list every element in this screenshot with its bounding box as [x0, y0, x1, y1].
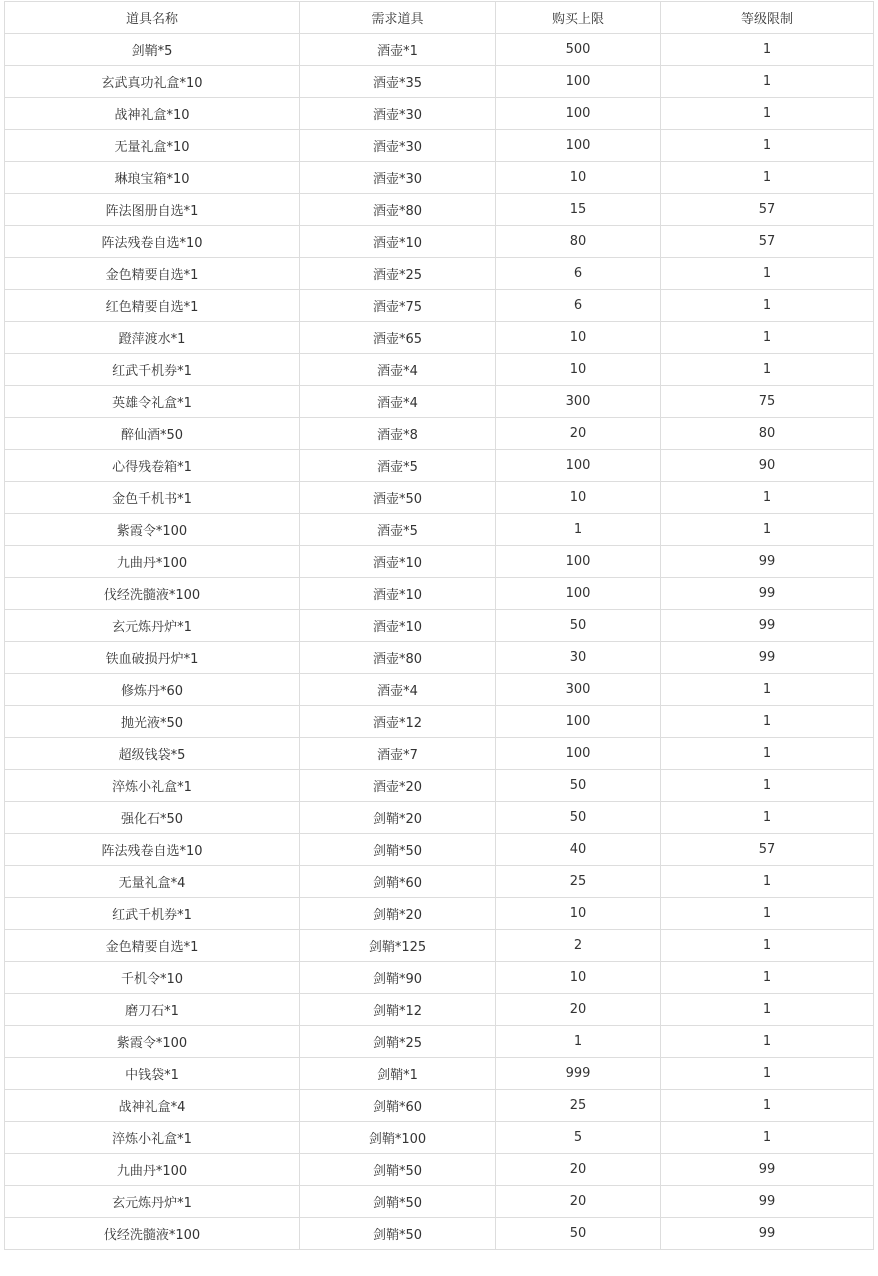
cell-purchase-limit: 40 — [496, 834, 661, 866]
cell-level-limit: 1 — [661, 770, 874, 802]
cell-purchase-limit: 100 — [496, 706, 661, 738]
table-row — [5, 1122, 874, 1154]
cell-item-name: 磨刀石*1 — [5, 994, 300, 1026]
table-row — [5, 290, 874, 322]
cell-item-name: 九曲丹*100 — [5, 1154, 300, 1186]
cell-item-name: 红武千机券*1 — [5, 354, 300, 386]
cell-purchase-limit: 999 — [496, 1058, 661, 1090]
cell-item-name: 抛光液*50 — [5, 706, 300, 738]
cell-item-name: 紫霞令*100 — [5, 1026, 300, 1058]
cell-level-limit: 90 — [661, 450, 874, 482]
table-row — [5, 994, 874, 1026]
cell-level-limit: 1 — [661, 66, 874, 98]
cell-purchase-limit: 20 — [496, 418, 661, 450]
cell-required-item: 剑鞘*100 — [300, 1122, 496, 1154]
cell-item-name: 超级钱袋*5 — [5, 738, 300, 770]
cell-purchase-limit: 20 — [496, 994, 661, 1026]
cell-level-limit: 99 — [661, 1186, 874, 1218]
cell-purchase-limit: 100 — [496, 66, 661, 98]
cell-purchase-limit: 25 — [496, 1090, 661, 1122]
cell-level-limit: 1 — [661, 994, 874, 1026]
cell-item-name: 无量礼盒*10 — [5, 130, 300, 162]
cell-required-item: 酒壶*10 — [300, 226, 496, 258]
cell-item-name: 中钱袋*1 — [5, 1058, 300, 1090]
cell-level-limit: 1 — [661, 1122, 874, 1154]
cell-level-limit: 1 — [661, 322, 874, 354]
cell-purchase-limit: 6 — [496, 258, 661, 290]
cell-item-name: 九曲丹*100 — [5, 546, 300, 578]
cell-item-name: 琳琅宝箱*10 — [5, 162, 300, 194]
cell-level-limit: 1 — [661, 962, 874, 994]
cell-item-name: 阵法残卷自选*10 — [5, 226, 300, 258]
cell-item-name: 战神礼盒*4 — [5, 1090, 300, 1122]
table-row — [5, 578, 874, 610]
cell-item-name: 紫霞令*100 — [5, 514, 300, 546]
cell-purchase-limit: 50 — [496, 802, 661, 834]
cell-purchase-limit: 1 — [496, 514, 661, 546]
table-row — [5, 546, 874, 578]
header-required-item: 需求道具 — [300, 2, 496, 34]
table-row — [5, 738, 874, 770]
cell-required-item: 酒壶*20 — [300, 770, 496, 802]
cell-level-limit: 1 — [661, 898, 874, 930]
header-item-name: 道具名称 — [5, 2, 300, 34]
cell-level-limit: 57 — [661, 834, 874, 866]
cell-item-name: 阵法图册自选*1 — [5, 194, 300, 226]
cell-level-limit: 99 — [661, 642, 874, 674]
cell-level-limit: 1 — [661, 738, 874, 770]
table-row — [5, 834, 874, 866]
cell-level-limit: 99 — [661, 546, 874, 578]
header-purchase-limit: 购买上限 — [496, 2, 661, 34]
table-row — [5, 674, 874, 706]
table-row — [5, 386, 874, 418]
cell-purchase-limit: 100 — [496, 130, 661, 162]
cell-level-limit: 1 — [661, 514, 874, 546]
cell-purchase-limit: 30 — [496, 642, 661, 674]
cell-purchase-limit: 20 — [496, 1154, 661, 1186]
cell-level-limit: 1 — [661, 1058, 874, 1090]
cell-level-limit: 99 — [661, 1154, 874, 1186]
table-row — [5, 1058, 874, 1090]
table-row — [5, 450, 874, 482]
table-row — [5, 162, 874, 194]
cell-purchase-limit: 100 — [496, 450, 661, 482]
cell-level-limit: 1 — [661, 674, 874, 706]
cell-purchase-limit: 1 — [496, 1026, 661, 1058]
cell-purchase-limit: 10 — [496, 162, 661, 194]
header-row — [5, 2, 874, 34]
cell-required-item: 酒壶*4 — [300, 386, 496, 418]
cell-item-name: 玄元炼丹炉*1 — [5, 1186, 300, 1218]
table-row — [5, 898, 874, 930]
cell-required-item: 剑鞘*50 — [300, 1154, 496, 1186]
cell-level-limit: 1 — [661, 162, 874, 194]
cell-item-name: 红色精要自选*1 — [5, 290, 300, 322]
cell-item-name: 红武千机券*1 — [5, 898, 300, 930]
cell-purchase-limit: 80 — [496, 226, 661, 258]
cell-required-item: 酒壶*30 — [300, 162, 496, 194]
cell-purchase-limit: 100 — [496, 738, 661, 770]
cell-purchase-limit: 100 — [496, 98, 661, 130]
cell-purchase-limit: 10 — [496, 962, 661, 994]
cell-required-item: 剑鞘*50 — [300, 1186, 496, 1218]
cell-level-limit: 1 — [661, 130, 874, 162]
cell-level-limit: 1 — [661, 290, 874, 322]
table-header — [5, 2, 874, 34]
cell-required-item: 剑鞘*90 — [300, 962, 496, 994]
table-row — [5, 514, 874, 546]
cell-level-limit: 1 — [661, 258, 874, 290]
cell-purchase-limit: 20 — [496, 1186, 661, 1218]
table-row — [5, 258, 874, 290]
cell-level-limit: 1 — [661, 354, 874, 386]
cell-required-item: 酒壶*10 — [300, 578, 496, 610]
cell-required-item: 酒壶*35 — [300, 66, 496, 98]
cell-level-limit: 1 — [661, 1090, 874, 1122]
table-row — [5, 66, 874, 98]
cell-required-item: 酒壶*1 — [300, 34, 496, 66]
cell-required-item: 剑鞘*25 — [300, 1026, 496, 1058]
cell-required-item: 剑鞘*1 — [300, 1058, 496, 1090]
cell-purchase-limit: 300 — [496, 674, 661, 706]
cell-level-limit: 1 — [661, 866, 874, 898]
cell-required-item: 酒壶*30 — [300, 98, 496, 130]
cell-required-item: 酒壶*8 — [300, 418, 496, 450]
cell-required-item: 酒壶*5 — [300, 450, 496, 482]
cell-item-name: 淬炼小礼盒*1 — [5, 770, 300, 802]
cell-purchase-limit: 50 — [496, 770, 661, 802]
cell-required-item: 剑鞘*125 — [300, 930, 496, 962]
cell-level-limit: 1 — [661, 98, 874, 130]
cell-purchase-limit: 300 — [496, 386, 661, 418]
cell-level-limit: 1 — [661, 802, 874, 834]
cell-purchase-limit: 25 — [496, 866, 661, 898]
cell-purchase-limit: 10 — [496, 898, 661, 930]
table-body — [5, 34, 874, 1250]
cell-item-name: 金色精要自选*1 — [5, 258, 300, 290]
cell-required-item: 酒壶*65 — [300, 322, 496, 354]
table-row — [5, 34, 874, 66]
table-row — [5, 98, 874, 130]
cell-item-name: 强化石*50 — [5, 802, 300, 834]
cell-level-limit: 1 — [661, 706, 874, 738]
exchange-table — [4, 1, 874, 1250]
cell-item-name: 修炼丹*60 — [5, 674, 300, 706]
cell-level-limit: 80 — [661, 418, 874, 450]
cell-item-name: 金色千机书*1 — [5, 482, 300, 514]
cell-purchase-limit: 10 — [496, 482, 661, 514]
cell-purchase-limit: 100 — [496, 546, 661, 578]
table-row — [5, 706, 874, 738]
table-row — [5, 930, 874, 962]
table-row — [5, 194, 874, 226]
cell-required-item: 剑鞘*20 — [300, 898, 496, 930]
cell-level-limit: 75 — [661, 386, 874, 418]
cell-item-name: 伐经洗髓液*100 — [5, 1218, 300, 1250]
cell-required-item: 酒壶*10 — [300, 546, 496, 578]
table-row — [5, 962, 874, 994]
cell-required-item: 酒壶*80 — [300, 194, 496, 226]
table-row — [5, 1090, 874, 1122]
cell-level-limit: 99 — [661, 578, 874, 610]
cell-item-name: 淬炼小礼盒*1 — [5, 1122, 300, 1154]
cell-required-item: 酒壶*7 — [300, 738, 496, 770]
cell-level-limit: 57 — [661, 194, 874, 226]
cell-required-item: 酒壶*5 — [300, 514, 496, 546]
cell-purchase-limit: 5 — [496, 1122, 661, 1154]
cell-item-name: 千机令*10 — [5, 962, 300, 994]
cell-item-name: 醉仙酒*50 — [5, 418, 300, 450]
cell-item-name: 英雄令礼盒*1 — [5, 386, 300, 418]
cell-level-limit: 1 — [661, 482, 874, 514]
table-row — [5, 802, 874, 834]
cell-item-name: 战神礼盒*10 — [5, 98, 300, 130]
cell-required-item: 酒壶*30 — [300, 130, 496, 162]
cell-item-name: 玄武真功礼盒*10 — [5, 66, 300, 98]
cell-purchase-limit: 500 — [496, 34, 661, 66]
cell-purchase-limit: 15 — [496, 194, 661, 226]
cell-required-item: 酒壶*4 — [300, 674, 496, 706]
cell-item-name: 玄元炼丹炉*1 — [5, 610, 300, 642]
cell-level-limit: 99 — [661, 610, 874, 642]
cell-level-limit: 1 — [661, 1026, 874, 1058]
table-row — [5, 1218, 874, 1250]
cell-item-name: 无量礼盒*4 — [5, 866, 300, 898]
table-row — [5, 1186, 874, 1218]
cell-required-item: 酒壶*4 — [300, 354, 496, 386]
cell-required-item: 剑鞘*60 — [300, 866, 496, 898]
table-row — [5, 418, 874, 450]
cell-item-name: 金色精要自选*1 — [5, 930, 300, 962]
cell-purchase-limit: 50 — [496, 1218, 661, 1250]
table-row — [5, 1026, 874, 1058]
table-row — [5, 482, 874, 514]
cell-required-item: 酒壶*50 — [300, 482, 496, 514]
cell-purchase-limit: 6 — [496, 290, 661, 322]
cell-purchase-limit: 100 — [496, 578, 661, 610]
cell-required-item: 剑鞘*12 — [300, 994, 496, 1026]
cell-required-item: 酒壶*10 — [300, 610, 496, 642]
table-row — [5, 642, 874, 674]
cell-item-name: 伐经洗髓液*100 — [5, 578, 300, 610]
cell-required-item: 剑鞘*20 — [300, 802, 496, 834]
cell-purchase-limit: 50 — [496, 610, 661, 642]
cell-required-item: 剑鞘*50 — [300, 1218, 496, 1250]
cell-required-item: 酒壶*80 — [300, 642, 496, 674]
table-row — [5, 130, 874, 162]
cell-level-limit: 57 — [661, 226, 874, 258]
cell-level-limit: 1 — [661, 930, 874, 962]
cell-purchase-limit: 10 — [496, 322, 661, 354]
cell-required-item: 酒壶*25 — [300, 258, 496, 290]
cell-required-item: 剑鞘*60 — [300, 1090, 496, 1122]
header-level-limit: 等级限制 — [661, 2, 874, 34]
cell-required-item: 剑鞘*50 — [300, 834, 496, 866]
table-row — [5, 1154, 874, 1186]
table-row — [5, 354, 874, 386]
exchange-table-container — [4, 1, 873, 1250]
cell-level-limit: 99 — [661, 1218, 874, 1250]
table-row — [5, 866, 874, 898]
cell-required-item: 酒壶*75 — [300, 290, 496, 322]
cell-item-name: 阵法残卷自选*10 — [5, 834, 300, 866]
cell-item-name: 铁血破损丹炉*1 — [5, 642, 300, 674]
cell-item-name: 蹬萍渡水*1 — [5, 322, 300, 354]
cell-item-name: 心得残卷箱*1 — [5, 450, 300, 482]
table-row — [5, 226, 874, 258]
table-row — [5, 322, 874, 354]
cell-level-limit: 1 — [661, 34, 874, 66]
cell-purchase-limit: 10 — [496, 354, 661, 386]
table-row — [5, 610, 874, 642]
cell-required-item: 酒壶*12 — [300, 706, 496, 738]
cell-item-name: 剑鞘*5 — [5, 34, 300, 66]
table-row — [5, 770, 874, 802]
cell-purchase-limit: 2 — [496, 930, 661, 962]
